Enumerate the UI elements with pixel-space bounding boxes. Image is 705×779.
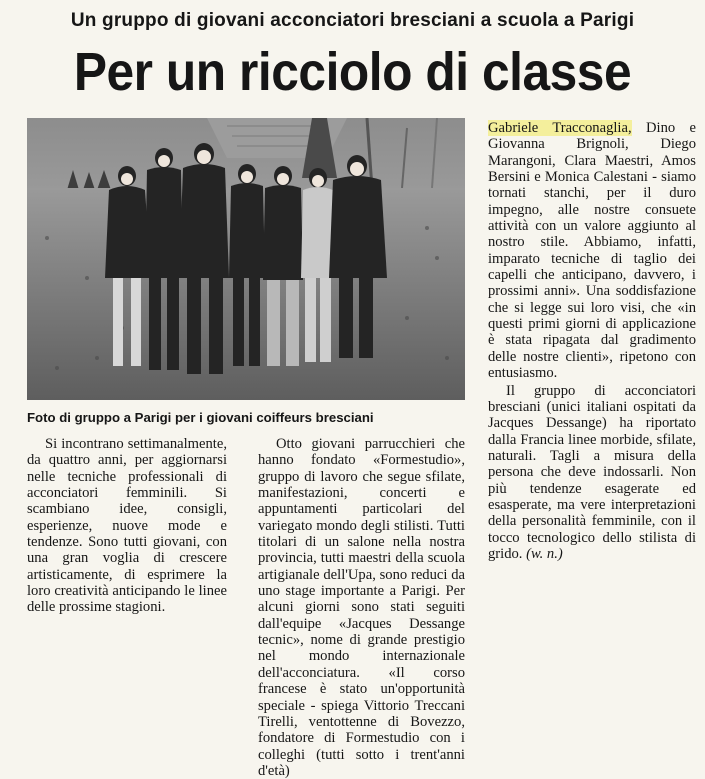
article-paragraph: Otto giovani parrucchieri che hanno fondato «Formestudio», gruppo di lavoro che segue sfilate, manifestazioni, concerti e appuntamenti particolari del variegato mondo degli stilisti. Tutti titolari di un salone nella nostra provincia, tutti maestri della scuola artigianale dell'Upa, sono reduci da uno stage importante a Parigi. Per alcuni giorni sono stati seguiti dall'equipe «Jacques Dessange tecnic», nome di grande prestigio nel mondo internazionale dell'acconciatura. «Il corso francese è stato un'opportunità speciale - spiega Vittorio Treccani Tirelli, ventottenne di Bovezzo, fondatore di Formestudio con i colleghi (tutti sotto i trent'anni d'età) <box>258 436 465 779</box>
group-photo-icon <box>27 118 465 400</box>
photo-caption: Foto di gruppo a Parigi per i giovani coiffeurs bresciani <box>27 410 374 425</box>
article-paragraph: Il gruppo di acconciatori bresciani (unici italiani ospitati da Jacques Dessange) ha riportato dalla Francia linee morbide, sfilate, naturali. Tagli a misura della persona che deve indossarli. Non più tendenze esagerate ed esasperate, ma vere interpretazioni della personalità femminile, con il tocco tecnologico dello stilista di grido. (w. n.) <box>488 382 696 562</box>
kicker: Un gruppo di giovani acconciatori bresciani a scuola a Parigi <box>70 10 635 31</box>
article-paragraph: Si incontrano settimanalmente, da quattro anni, per aggiornarsi nelle tecniche professionali di acconciatori femminili. Si scambiano idee, consigli, esperienze, nuove mode e tendenze. Sono tutti giovani, con una gran voglia di crescere artisticamente, di esprimere la loro creatività anticipando le linee delle prossime stagioni. <box>27 436 227 616</box>
article-column-1 <box>27 436 227 616</box>
highlighted-name: Gabriele Tracconaglia, <box>488 120 632 136</box>
article-paragraph <box>488 120 696 382</box>
group-photo <box>27 118 465 400</box>
article-paragraph-continued: Dino e Giovanna Brignoli, Diego Marangoni, Clara Maestri, Amos Bersini e Monica Calestani - siamo tornati stanchi, per il duro impegno, alle nostre consuete attività con un valore aggiunto al nostro stile. Abbiamo, infatti, imparato tecniche di taglio dei capelli che anticipano, davvero, i prossimi anni». Una soddisfazione che si legge sui loro visi, che «in questi primi giorni di applicazione è stata ripagata dal gradimento delle nostre clienti», ripetono con entusiasmo. <box>488 120 696 382</box>
author-signature: (w. n.) <box>526 545 563 562</box>
article-column-3 <box>488 120 696 562</box>
headline: Per un ricciolo di classe <box>73 42 632 102</box>
article-column-2 <box>258 436 465 779</box>
